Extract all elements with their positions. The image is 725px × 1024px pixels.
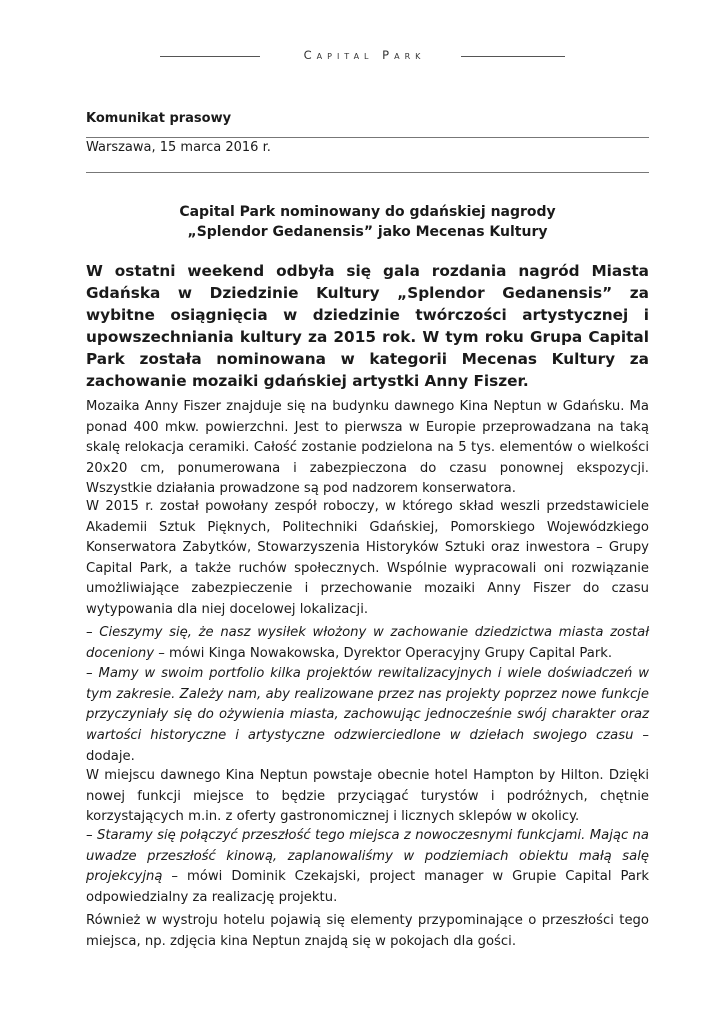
body-paragraph-1: Mozaika Anny Fiszer znajduje się na budynku dawnego Kina Neptun w Gdańsku. Ma ponad 400 mkw. powierzchni. Jest to pierwsza w Europie przeprowadzana na taką skalę relokacja ceramiki. Całość zostanie podzielona na 5 tys. elementów o wielkości 20x20 cm, ponumerowana i zabezpieczona do czasu ponownej ekspozycji. Wszystkie działania prowadzone są pod nadzorem konserwatora. <box>86 399 649 497</box>
quote-paragraph-1 <box>86 623 649 767</box>
company-logo <box>160 47 565 67</box>
quote-paragraph-2 <box>86 826 649 908</box>
quote-text-1: – Cieszymy się, że nasz wysiłek włożony w zachowanie dziedzictwa miasta został doceniony <box>86 625 649 661</box>
divider-bottom <box>86 172 649 173</box>
logo-right-rule <box>461 56 565 57</box>
logo-text: Capital Park <box>303 48 426 62</box>
quote-attribution-1: – mówi Kinga Nowakowska, Dyrektor Operacyjny Grupy Capital Park. <box>154 645 613 661</box>
divider-top <box>86 137 649 138</box>
body-paragraph-4: W miejscu dawnego Kina Neptun powstaje obecnie hotel Hampton by Hilton. Dzięki nowej funkcji miejsce to będzie przyciągać turystów i podróżnych, chętnie korzystających m.in. z oferty gastronomicznej i licznych sklepów w okolicy. <box>86 768 649 825</box>
lead-paragraph: W ostatni weekend odbyła się gala rozdania nagród Miasta Gdańska w Dziedzinie Kultury „Splendor Gedanensis” za wybitne osiągnięcia w dziedzinie twórczości artystycznej i upowszechniania kultury za 2015 rok. W tym roku Grupa Capital Park została nominowana w kategorii Mecenas Kultury za zachowanie mozaiki gdańskiej artystki Anny Fiszer. <box>86 262 649 390</box>
title-line-2: „Splendor Gedanensis” jako Mecenas Kultury <box>187 224 548 240</box>
quote-tail: – dodaje. <box>86 727 650 764</box>
document-type-label: Komunikat prasowy <box>86 111 232 126</box>
logo-left-rule <box>160 56 260 57</box>
body-paragraph-6: Również w wystroju hotelu pojawią się elementy przypominające o przeszłości tego miejsca, np. zdjęcia kina Neptun znajdą się w pokojach dla gości. <box>86 913 649 949</box>
body-paragraph-2: W 2015 r. został powołany zespół roboczy, w którego skład weszli przedstawiciele Akademii Sztuk Pięknych, Politechniki Gdańskiej, Pomorskiego Wojewódzkiego Konserwatora Zabytków, Stowarzyszenia Historyków Sztuki oraz inwestora – Grupy Capital Park, a także ruchów społecznych. Wspólnie wypracowali oni rozwiązanie umożliwiające zabezpieczenie i przechowanie mozaiki Anny Fiszer do czasu wytypowania dla niej docelowej lokalizacji. <box>86 499 649 617</box>
quote-text-2: – Mamy w swoim portfolio kilka projektów rewitalizacyjnych i wiele doświadczeń w tym zakresie. Zależy nam, aby realizowane przez nas projekty poprzez nowe funkcje przyczyniały się do ożywienia miasta, zachowując jednocześnie swój charakter oraz wartości historyczne i artystyczne odzwierciedlone w dziełach swojego czasu <box>86 666 649 743</box>
quote-text-3: – Staramy się połączyć przeszłość tego miejsca z nowoczesnymi funkcjami. Mając na uwadze przeszłość kinową, zaplanowaliśmy w podziemiach obiektu małą salę projekcyjną <box>86 828 649 885</box>
document-title <box>86 202 649 242</box>
title-line-1: Capital Park nominowany do gdańskiej nagrody <box>179 204 556 220</box>
date-line: Warszawa, 15 marca 2016 r. <box>86 140 271 155</box>
quote-attribution-2: – mówi Dominik Czekajski, project manager w Grupie Capital Park odpowiedzialny za realizację projektu. <box>86 869 649 905</box>
